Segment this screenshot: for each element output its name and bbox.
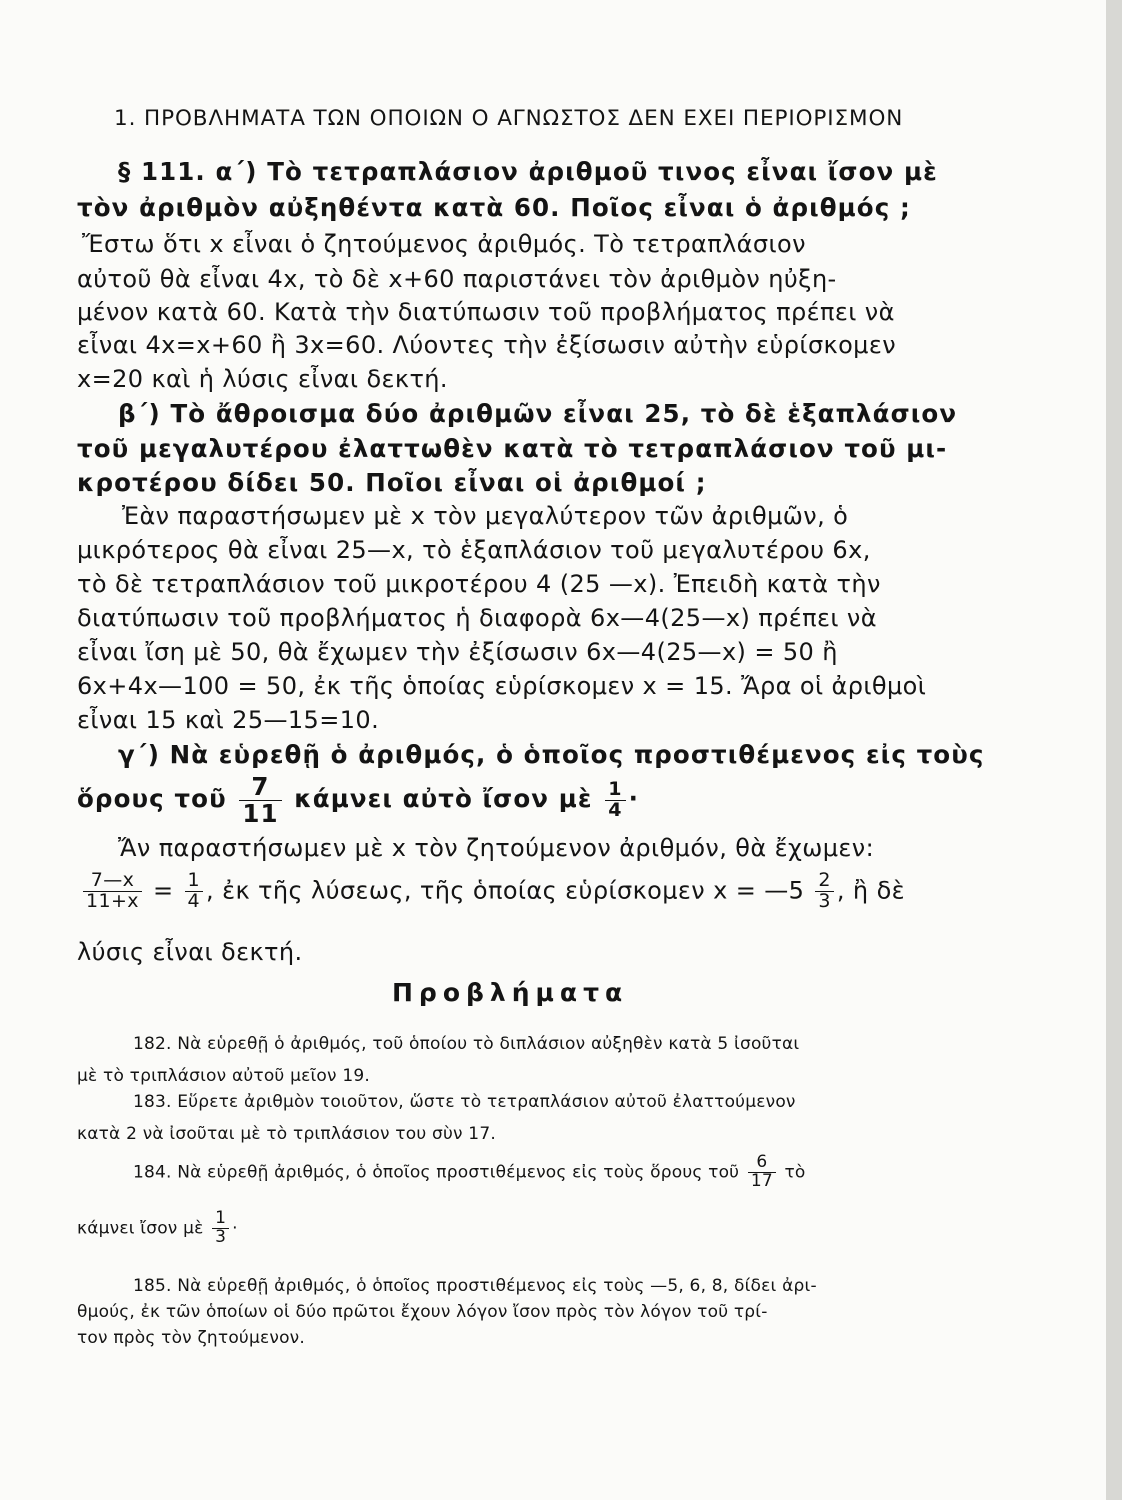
problem-185-line: τον πρὸς τὸν ζητούμενον. [77, 1328, 305, 1348]
problem-b-solution-line: εἶναι 15 καὶ 25—15=10. [77, 706, 380, 734]
problem-182-line: μὲ τὸ τριπλάσιον αὐτοῦ μεῖον 19. [77, 1066, 370, 1086]
chapter-title: 1. ΠΡΟΒΛΗΜΑΤΑ ΤΩΝ ΟΠΟΙΩΝ Ο ΑΓΝΩΣΤΟΣ ΔΕΝ ΕΧΕΙ ΠΕΡΙΟΡΙΣΜΟΝ [114, 106, 904, 131]
equation-tail: , ἢ δὲ [836, 876, 906, 905]
problem-a-solution-line: μένον κατὰ 60. Κατὰ τὴν διατύπωσιν τοῦ προβλήματος πρέπει νὰ [77, 298, 895, 326]
problem-b-solution-line: 6x+4x—100 = 50, ἐκ τῆς ὁποίας εὑρίσκομεν x = 15. Ἄρα οἱ ἀριθμοὶ [77, 672, 927, 700]
problem-a-solution-line: εἶναι 4x=x+60 ἢ 3x=60. Λύοντες τὴν ἐξίσωσιν αὐτὴν εὑρίσκομεν [77, 331, 897, 359]
problem-a-statement-line-2: τὸν ἀριθμὸν αὐξηθέντα κατὰ 60. Ποῖος εἶναι ὁ ἀριθμός ; [77, 193, 911, 222]
problem-a-solution-line: αὐτοῦ θὰ εἶναι 4x, τὸ δὲ x+60 παριστάνει τὸν ἀριθμὸν ηὐξη- [77, 265, 837, 293]
problem-a-statement-line-1: § 111. α΄) Τὸ τετραπλάσιον ἀριθμοῦ τινος εἶναι ἴσον μὲ [118, 157, 938, 186]
fraction-denominator: 3 [818, 889, 831, 912]
problem-183-line: 183. Εὕρετε ἀριθμὸν τοιοῦτον, ὥστε τὸ τετραπλάσιον αὐτοῦ ἐλαττούμενον [133, 1092, 796, 1112]
problem-b-statement-line: κροτέρου δίδει 50. Ποῖοι εἶναι οἱ ἀριθμοί ; [77, 468, 707, 497]
fraction-denominator: 11 [242, 798, 279, 828]
fraction-denominator: 4 [608, 798, 623, 821]
problem-b-solution-line: διατύπωσιν τοῦ προβλήματος ἡ διαφορὰ 6x—4(25—x) πρέπει νὰ [77, 604, 877, 632]
problem-b-solution-line: μικρότερος θὰ εἶναι 25—x, τὸ ἑξαπλάσιον τοῦ μεγαλυτέρου 6x, [77, 536, 871, 564]
fraction-denominator: 11+x [86, 889, 139, 912]
problem-c-statement-line-1: γ΄) Νὰ εὑρεθῇ ὁ ἀριθμός, ὁ ὁποῖος προστιθέμενος εἰς τοὺς [118, 740, 985, 769]
fraction-numerator: 1 [605, 780, 625, 801]
fraction-numerator: 1 [185, 871, 204, 892]
problem-184-text: 184. Νὰ εὑρεθῇ ἀριθμός, ὁ ὁποῖος προστιθέμενος εἰς τοὺς ὅρους τοῦ [133, 1162, 740, 1183]
page-edge-shadow [1106, 0, 1122, 1500]
problem-185-line: θμούς, ἐκ τῶν ὁποίων οἱ δύο πρῶτοι ἔχουν λόγον ἴσον πρὸς τὸν λόγον τοῦ τρί- [77, 1302, 768, 1322]
problem-184-text-2: κάμνει ἴσον μὲ [77, 1218, 204, 1239]
fraction-denominator: 17 [750, 1170, 773, 1191]
fraction-denominator: 4 [187, 889, 201, 912]
fraction-numerator: 7—x [83, 871, 142, 892]
problem-b-solution-line: εἶναι ἴση μὲ 50, θὰ ἔχωμεν τὴν ἐξίσωσιν 6x—4(25—x) = 50 ἢ [77, 638, 838, 666]
problem-c-equation [80, 871, 960, 912]
equals-sign: = [152, 876, 174, 905]
problems-heading: Προβλήματα [392, 978, 629, 1007]
fraction-6-17 [748, 1154, 776, 1191]
problem-183-line: κατὰ 2 νὰ ἰσοῦται μὲ τὸ τριπλάσιον του σὺν 17. [77, 1124, 496, 1144]
problem-c-text-b: κάμνει αὐτὸ ἴσον μὲ [294, 784, 593, 814]
fraction-1-3 [212, 1210, 229, 1247]
fraction-denominator: 3 [215, 1226, 227, 1247]
fraction-7-11 [239, 774, 281, 826]
problem-c-solution-line: Ἄν παραστήσωμεν μὲ x τὸν ζητούμενον ἀριθμόν, θὰ ἔχωμεν: [118, 834, 875, 862]
problem-184-text-tail: τὸ [784, 1162, 806, 1183]
problem-a-solution-line: x=20 καὶ ἡ λύσις εἶναι δεκτή. [77, 365, 448, 393]
problem-c-statement-line-2: ὅρους τοῦ $\frac{7}{11}$ κάμνει αὐτὸ ἴσον μὲ $\frac{1}{4}$ · [77, 772, 639, 828]
fraction-result [815, 871, 834, 912]
fraction-numerator: 1 [212, 1210, 229, 1229]
problem-c-solution-end: λύσις εἶναι δεκτή. [77, 938, 303, 966]
fraction-numerator: 7 [239, 774, 281, 801]
problem-a-solution-line: Ἔστω ὅτι x εἶναι ὁ ζητούμενος ἀριθμός. Τὸ τετραπλάσιον [82, 230, 806, 258]
problem-185-line: 185. Νὰ εὑρεθῇ ἀριθμός, ὁ ὁποῖος προστιθέμενος εἰς τοὺς —5, 6, 8, δίδει ἀρι- [133, 1276, 817, 1296]
fraction-lhs [83, 871, 142, 912]
problem-182-line: 182. Νὰ εὑρεθῇ ὁ ἀριθμός, τοῦ ὁποίου τὸ διπλάσιον αὐξηθὲν κατὰ 5 ἰσοῦται [133, 1034, 800, 1054]
problem-b-statement-line: β΄) Τὸ ἄθροισμα δύο ἀριθμῶν εἶναι 25, τὸ δὲ ἑξαπλάσιον [118, 399, 958, 428]
problem-c-text-a: ὅρους τοῦ [77, 784, 227, 814]
fraction-numerator: 2 [815, 871, 834, 892]
fraction-1-4 [605, 777, 625, 821]
problem-184-line-2: κάμνει ἴσον μὲ $\frac{1}{3}$ · [77, 1208, 238, 1247]
fraction-numerator: 6 [748, 1154, 776, 1173]
fraction-rhs [185, 871, 204, 912]
problem-b-solution-line: Ἐὰν παραστήσωμεν μὲ x τὸν μεγαλύτερον τῶν ἀριθμῶν, ὁ [122, 502, 849, 530]
equation-text: , ἐκ τῆς λύσεως, τῆς ὁποίας εὑρίσκομεν x = —5 [206, 876, 805, 905]
problem-b-statement-line: τοῦ μεγαλυτέρου ἐλαττωθὲν κατὰ τὸ τετραπλάσιον τοῦ μι- [77, 434, 948, 463]
problem-184-line-1 [133, 1154, 1013, 1191]
problem-b-solution-line: τὸ δὲ τετραπλάσιον τοῦ μικροτέρου 4 (25 —x). Ἐπειδὴ κατὰ τὴν [77, 570, 881, 598]
